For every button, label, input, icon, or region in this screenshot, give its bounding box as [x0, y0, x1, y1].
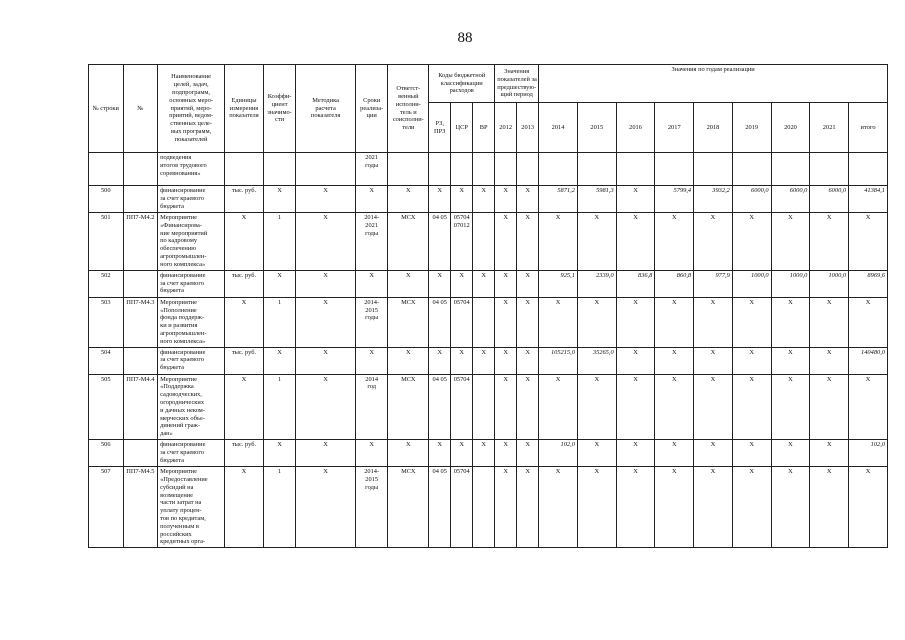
row-year-value: X: [616, 374, 655, 440]
row-csr: X: [451, 186, 473, 213]
row-year-value: X: [771, 213, 810, 271]
row-method: X: [296, 297, 356, 347]
row-year-value: X: [810, 297, 849, 347]
header-prev-year: 2013: [517, 103, 539, 153]
row-units: X: [225, 374, 264, 440]
row-no: 501: [89, 213, 124, 271]
row-csr: 05704: [451, 467, 473, 548]
row-year-value: X: [771, 347, 810, 374]
row-units: X: [225, 467, 264, 548]
row-year-value: 102,0: [849, 440, 888, 467]
header-csr: ЦСР: [451, 103, 473, 153]
row-2012: X: [495, 467, 517, 548]
row-csr: 05704: [451, 297, 473, 347]
row-name: финансирование за счет краевого бюджета: [158, 440, 225, 467]
table-row: [89, 270, 888, 297]
row-year-value: X: [616, 297, 655, 347]
row-coef: 1: [263, 297, 295, 347]
header-row-no: № строки: [89, 65, 124, 153]
row-year-value: 105215,0: [539, 347, 578, 374]
row-year-value: X: [616, 467, 655, 548]
row-year-value: 977,9: [694, 270, 733, 297]
row-year-value: X: [655, 213, 694, 271]
row-no: 505: [89, 374, 124, 440]
header-year: 2019: [732, 103, 771, 153]
row-year-value: 41384,1: [849, 186, 888, 213]
row-year-value: 140480,0: [849, 347, 888, 374]
row-year-value: X: [655, 347, 694, 374]
row-year-value: 6000,0: [732, 186, 771, 213]
row-2012: X: [495, 374, 517, 440]
row-terms: 2014- 2015 годы: [355, 467, 387, 548]
header-budget-codes: Коды бюджетной классификации расходов: [429, 65, 495, 103]
table-row: [89, 347, 888, 374]
header-prev-year: 2012: [495, 103, 517, 153]
row-coef: X: [263, 186, 295, 213]
header-row-1: [89, 65, 888, 103]
row-method: X: [296, 374, 356, 440]
row-year-value: X: [539, 374, 578, 440]
row-coef: X: [263, 270, 295, 297]
row-2013: X: [517, 297, 539, 347]
row-year-value: X: [616, 347, 655, 374]
row-num: ПП7-М4.3: [123, 297, 158, 347]
header-year: 2015: [577, 103, 616, 153]
row-name: финансирование за счет краевого бюджета: [158, 347, 225, 374]
row-responsible: X: [388, 440, 429, 467]
row-name: Мероприятие «Предоставление субсидий на возмещение части затрат на уплату процен- тов по кредитам, полученным в российских кредитных орга-: [158, 467, 225, 548]
row-year-value: 2339,0: [577, 270, 616, 297]
row-units: X: [225, 297, 264, 347]
row-2013: X: [517, 347, 539, 374]
row-2012: X: [495, 270, 517, 297]
row-responsible: X: [388, 270, 429, 297]
row-method: X: [296, 347, 356, 374]
row-csr: X: [451, 270, 473, 297]
row-method: X: [296, 186, 356, 213]
row-year-value: 1000,0: [810, 270, 849, 297]
row-year-value: X: [849, 297, 888, 347]
row-responsible: МСХ: [388, 297, 429, 347]
row-responsible: X: [388, 347, 429, 374]
row-year-value: X: [694, 213, 733, 271]
row-num: [123, 186, 158, 213]
row-2013: X: [517, 186, 539, 213]
row-coef: 1: [263, 374, 295, 440]
row-year-value: X: [577, 213, 616, 271]
header-rz-prz: РЗ, ПРЗ: [429, 103, 451, 153]
row-2012: X: [495, 440, 517, 467]
continuation-name: подведения итогов трудового соревнования»: [158, 153, 225, 186]
row-year-value: X: [539, 297, 578, 347]
row-year-value: X: [810, 467, 849, 548]
row-year-value: 6000,0: [771, 186, 810, 213]
row-coef: X: [263, 347, 295, 374]
table-row: [89, 440, 888, 467]
row-coef: 1: [263, 213, 295, 271]
row-method: X: [296, 440, 356, 467]
row-year-value: 1000,0: [732, 270, 771, 297]
row-year-value: X: [732, 374, 771, 440]
header-year: 2020: [771, 103, 810, 153]
row-csr: X: [451, 347, 473, 374]
row-year-value: 35265,0: [577, 347, 616, 374]
row-terms: 2014- 2021 годы: [355, 213, 387, 271]
continuation-terms: 2021 годы: [355, 153, 387, 186]
row-name: Мероприятие «Пополнение фонда поддерж- ки и развития агропромышлен- ного комплекса»: [158, 297, 225, 347]
table-row: [89, 186, 888, 213]
row-year-value: X: [810, 374, 849, 440]
row-name: Мероприятие «Поддержка садоводческих, огороднических и дачных неком- мерческих объе- динений граж- дан»: [158, 374, 225, 440]
row-name: Мероприятие «Финансирова- ние мероприятий по кадровому обеспечению агропромышлен- ного комплекса»: [158, 213, 225, 271]
row-csr: X: [451, 440, 473, 467]
row-name: финансирование за счет краевого бюджета: [158, 186, 225, 213]
row-year-value: X: [732, 297, 771, 347]
header-coef: Коэффи- циент значимо- сти: [263, 65, 295, 153]
row-year-value: X: [616, 186, 655, 213]
row-2013: X: [517, 270, 539, 297]
row-num: ПП7-М4.4: [123, 374, 158, 440]
header-prev-values: Значения показателей за предшествую- щий период: [495, 65, 539, 103]
row-num: [123, 347, 158, 374]
row-method: X: [296, 467, 356, 548]
row-num: ПП7-М4.5: [123, 467, 158, 548]
row-year-value: X: [810, 440, 849, 467]
row-year-value: X: [694, 440, 733, 467]
row-year-value: 3932,2: [694, 186, 733, 213]
row-csr: 05704 07012: [451, 213, 473, 271]
row-2012: X: [495, 186, 517, 213]
row-year-value: X: [655, 374, 694, 440]
header-year: 2014: [539, 103, 578, 153]
row-year-value: X: [577, 374, 616, 440]
row-rz: X: [429, 186, 451, 213]
header-year: 2018: [694, 103, 733, 153]
row-year-value: X: [810, 347, 849, 374]
header-method: Методика расчета показателя: [296, 65, 356, 153]
row-method: X: [296, 270, 356, 297]
row-units: тыс. руб.: [225, 186, 264, 213]
row-units: тыс. руб.: [225, 347, 264, 374]
row-year-value: 5799,4: [655, 186, 694, 213]
row-terms: X: [355, 347, 387, 374]
row-2013: X: [517, 467, 539, 548]
table-row: [89, 297, 888, 347]
row-name: финансирование за счет краевого бюджета: [158, 270, 225, 297]
header-vr: ВР: [473, 103, 495, 153]
row-year-value: X: [810, 213, 849, 271]
row-year-value: X: [771, 440, 810, 467]
header-responsible: Ответст- венный исполни- тель и соисполни- тели: [388, 65, 429, 153]
row-year-value: X: [771, 297, 810, 347]
header-year: 2021: [810, 103, 849, 153]
header-year: 2017: [655, 103, 694, 153]
row-year-value: 102,0: [539, 440, 578, 467]
row-year-value: X: [694, 297, 733, 347]
row-rz: 04 05: [429, 297, 451, 347]
row-year-value: X: [732, 347, 771, 374]
header-units: Единицы измерения показателя: [225, 65, 264, 153]
row-year-value: 836,8: [616, 270, 655, 297]
row-year-value: X: [771, 374, 810, 440]
row-year-value: 8969,6: [849, 270, 888, 297]
row-no: 507: [89, 467, 124, 548]
row-vr: X: [473, 440, 495, 467]
continuation-row: [89, 153, 888, 186]
row-responsible: X: [388, 186, 429, 213]
row-rz: X: [429, 440, 451, 467]
row-year-value: X: [694, 467, 733, 548]
row-responsible: МСХ: [388, 213, 429, 271]
row-year-value: X: [539, 467, 578, 548]
row-year-value: X: [732, 440, 771, 467]
row-num: ПП7-М4.2: [123, 213, 158, 271]
row-year-value: X: [732, 467, 771, 548]
row-year-value: 5871,2: [539, 186, 578, 213]
row-vr: X: [473, 270, 495, 297]
row-year-value: 1000,0: [771, 270, 810, 297]
header-year: 2016: [616, 103, 655, 153]
row-year-value: X: [849, 213, 888, 271]
row-year-value: 6000,0: [810, 186, 849, 213]
row-year-value: X: [694, 374, 733, 440]
header-year: итого: [849, 103, 888, 153]
row-2012: X: [495, 213, 517, 271]
header-name: Наименование целей, задач, подпрограмм, основных меро- приятий, меро- приятий, ведом- ственных целе- вых программ, показателей: [158, 65, 225, 153]
row-year-value: X: [577, 467, 616, 548]
row-num: [123, 270, 158, 297]
row-no: 504: [89, 347, 124, 374]
row-vr: [473, 467, 495, 548]
row-rz: X: [429, 347, 451, 374]
row-2013: X: [517, 440, 539, 467]
row-terms: X: [355, 440, 387, 467]
row-2012: X: [495, 297, 517, 347]
row-coef: 1: [263, 467, 295, 548]
row-year-value: X: [539, 213, 578, 271]
row-no: 503: [89, 297, 124, 347]
row-year-value: X: [577, 440, 616, 467]
row-responsible: МСХ: [388, 374, 429, 440]
row-2013: X: [517, 213, 539, 271]
row-method: X: [296, 213, 356, 271]
row-terms: X: [355, 270, 387, 297]
row-csr: 05704: [451, 374, 473, 440]
row-rz: X: [429, 270, 451, 297]
row-year-value: X: [732, 213, 771, 271]
row-rz: 04 05: [429, 213, 451, 271]
row-coef: X: [263, 440, 295, 467]
row-year-value: X: [655, 440, 694, 467]
row-terms: 2014- 2015 годы: [355, 297, 387, 347]
row-terms: 2014 год: [355, 374, 387, 440]
row-rz: 04 05: [429, 467, 451, 548]
table-row: [89, 213, 888, 271]
row-terms: X: [355, 186, 387, 213]
row-no: 502: [89, 270, 124, 297]
program-indicators-table: [88, 64, 888, 548]
row-year-value: X: [655, 297, 694, 347]
header-terms: Сроки реализа- ции: [355, 65, 387, 153]
row-vr: [473, 374, 495, 440]
row-num: [123, 440, 158, 467]
row-year-value: 860,8: [655, 270, 694, 297]
row-vr: [473, 213, 495, 271]
row-year-value: X: [577, 297, 616, 347]
row-year-value: 925,1: [539, 270, 578, 297]
table-row: [89, 467, 888, 548]
row-year-value: X: [616, 213, 655, 271]
row-year-value: X: [849, 374, 888, 440]
header-num: №: [123, 65, 158, 153]
row-2013: X: [517, 374, 539, 440]
row-units: тыс. руб.: [225, 440, 264, 467]
row-units: X: [225, 213, 264, 271]
header-year-values: Значения по годам реализации: [539, 65, 888, 103]
row-2012: X: [495, 347, 517, 374]
page-number: 88: [457, 30, 473, 46]
row-no: 506: [89, 440, 124, 467]
row-responsible: МСХ: [388, 467, 429, 548]
row-vr: X: [473, 186, 495, 213]
row-year-value: X: [771, 467, 810, 548]
row-units: тыс. руб.: [225, 270, 264, 297]
table-row: [89, 374, 888, 440]
row-year-value: X: [849, 467, 888, 548]
row-year-value: X: [655, 467, 694, 548]
row-year-value: 5981,3: [577, 186, 616, 213]
row-vr: [473, 297, 495, 347]
row-no: 500: [89, 186, 124, 213]
row-year-value: X: [616, 440, 655, 467]
row-vr: X: [473, 347, 495, 374]
row-year-value: X: [694, 347, 733, 374]
row-rz: 04 05: [429, 374, 451, 440]
